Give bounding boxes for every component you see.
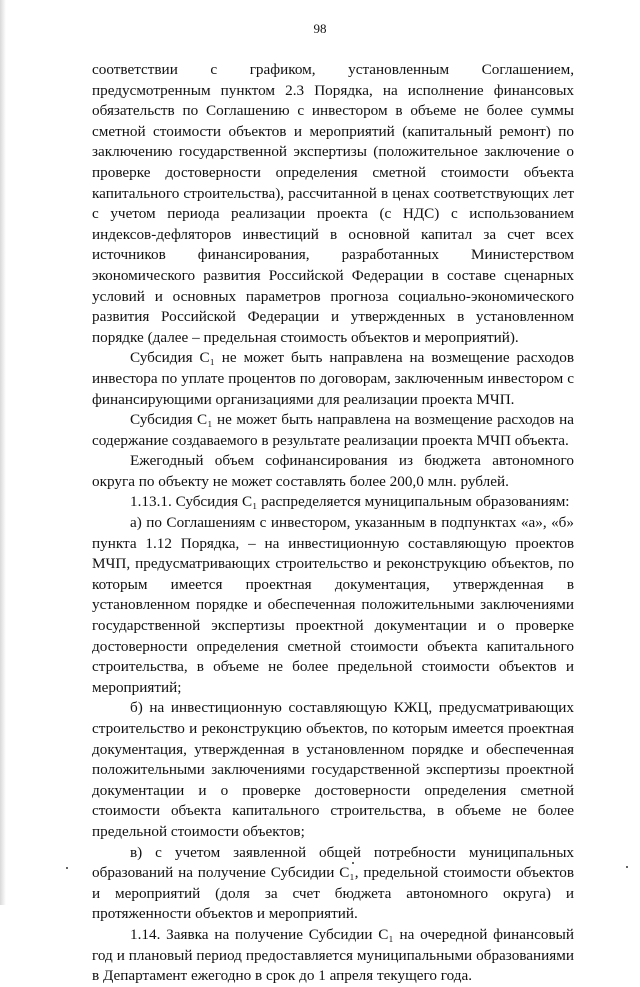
paragraph-continuation: соответствии с графиком, установленным Соглашением, предусмотренным пунктом 2.3 Порядка, на исполнение финансовых обязательств по Соглашению с инвестором в объеме не более суммы сметной стоимости объектов и мероприятий (капитальный ремонт) по заключению государственной экспертизы (положительное заключение о проверке достоверности определения сметной стоимости объекта капитального строительства), рассчитанной в ценах соответствующих лет с учетом периода реализации проекта (с НДС) с использованием индексов-дефляторов инвестиций в основной капитал за счет всех источников финансирования, разработанных Министерством экономического развития Российской Федерации в составе сценарных условий и основных параметров прогноза социально-экономического развития Российской Федерации и утвержденных в установленном порядке (далее – предельная стоимость объектов и мероприятий). — [92, 61, 574, 346]
scan-speck — [352, 862, 354, 864]
paragraph-subsidy-maintenance: Субсидия С₁ не может быть направлена на возмещение расходов на содержание создаваемого в результате реализации проекта МЧП объекта. — [92, 411, 574, 449]
scan-speck — [626, 866, 628, 868]
paragraph-item-v: в) с учетом заявленной общей потребности муниципальных образований на получение Субсидии С₁, предельной стоимости объектов и мероприятий (доля за счет бюджета автономного округа) и протяженности объектов и мероприятий. — [92, 843, 574, 923]
paragraph-item-b: б) на инвестиционную составляющую КЖЦ, предусматривающих строительство и реконструкцию объектов, по которым имеется проектная документация, утвержденная в установленном порядке и обеспеченная положительными заключениями государственной экспертизы проектной документации и о проверке достоверности определения сметной стоимости объекта капитального строительства, в объеме не более предельной стоимости объектов; — [92, 699, 574, 840]
scan-edge-shadow — [0, 0, 6, 905]
paragraph-item-a: а) по Соглашениям с инвестором, указанным в подпунктах «а», «б» пункта 1.12 Порядка, – на инвестиционную составляющую проектов МЧП, предусматривающих строительство и реконструкцию объектов, по которым имеется проектная документация, утвержденная в установленном порядке и обеспеченная положительными заключениями государственной экспертизы проектной документации и о проверке достоверности определения сметной стоимости объекта капитального строительства, в объеме не более предельной стоимости объектов и мероприятий; — [92, 514, 574, 696]
paragraph-1-13-1: 1.13.1. Субсидия С₁ распределяется муниципальным образованиям: — [130, 493, 570, 511]
paragraph-1-14: 1.14. Заявка на получение Субсидии С₁ на очередной финансовый год и плановый период предоставляется муниципальными образованиями в Департамент ежегодно в срок до 1 апреля текущего года. — [92, 925, 574, 985]
document-body — [92, 60, 574, 987]
paragraph-subsidy-interest: Субсидия С₁ не может быть направлена на возмещение расходов инвестора по уплате процентов по договорам, заключенным инвестором с финансирующими организациями для реализации проекта МЧП. — [92, 349, 574, 408]
scan-speck — [66, 867, 68, 869]
page-number: 98 — [313, 21, 327, 36]
paragraph-annual-limit: Ежегодный объем софинансирования из бюджета автономного округа по объекту не может составлять более 200,0 млн. рублей. — [92, 452, 574, 490]
